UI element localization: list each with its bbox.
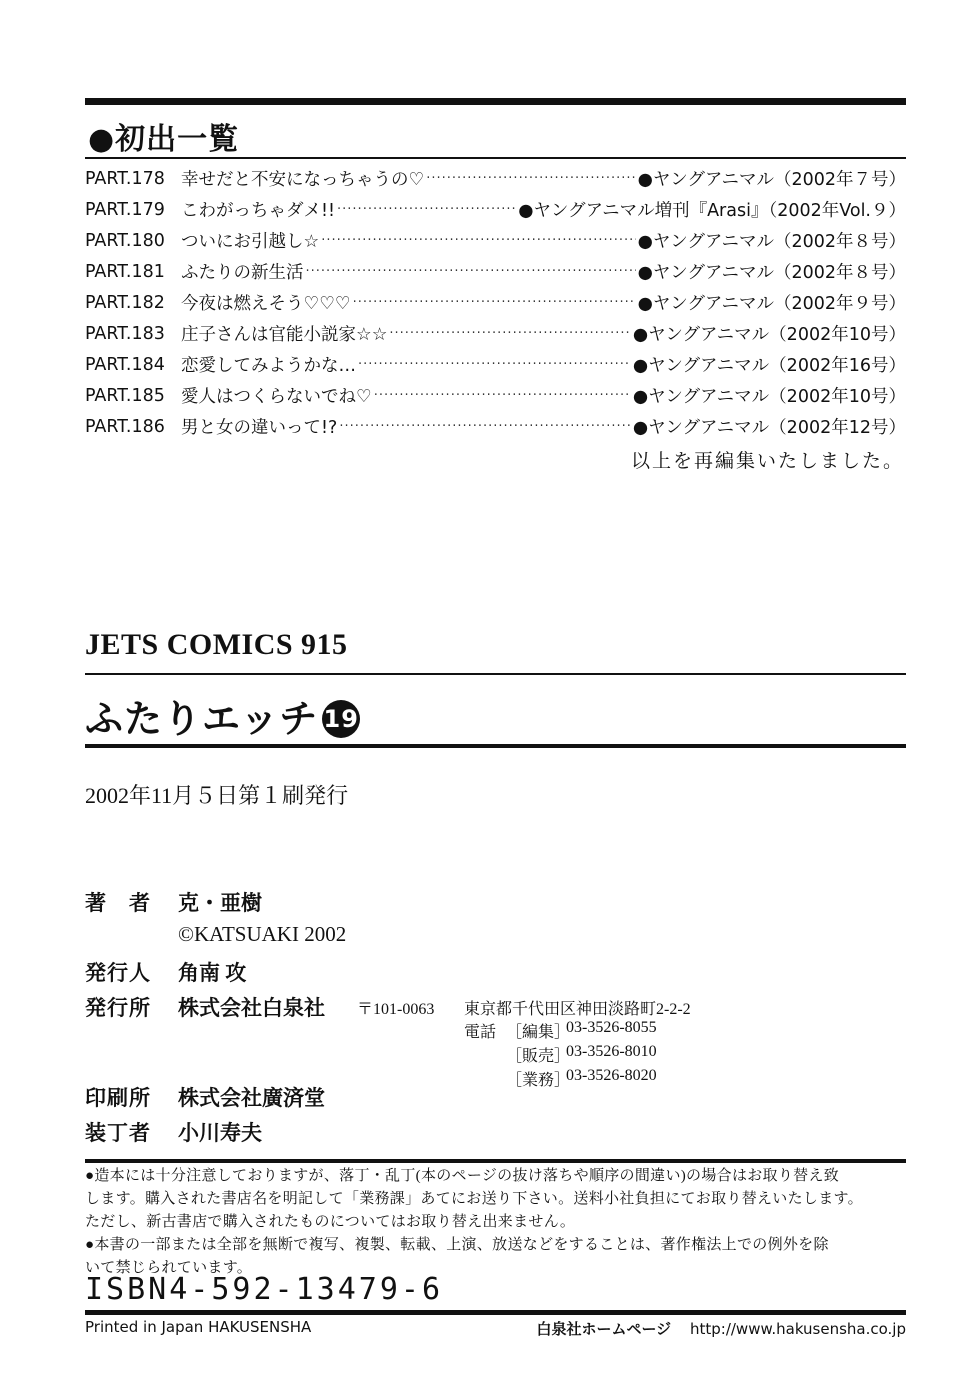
designer-name: 小川寿夫	[178, 1121, 262, 1145]
printer-name: 株式会社廣済堂	[178, 1086, 325, 1110]
toc-part-number: PART.181	[85, 261, 165, 282]
phone-dept: ［業務］	[506, 1072, 571, 1089]
toc-part-number: PART.183	[85, 323, 165, 344]
reedit-note: 以上を再編集いたしました。	[630, 450, 904, 472]
postal-code: 〒101-0063	[357, 1001, 435, 1018]
series-name: JETS COMICS 915	[85, 628, 348, 661]
printed-in: Printed in Japan HAKUSENSHA	[85, 1318, 312, 1336]
toc-chapter-title: ついにお引越し☆	[181, 232, 320, 252]
homepage-url[interactable]: http://www.hakusensha.co.jp	[689, 1320, 906, 1338]
publisher-person-label: 発行人	[85, 961, 151, 985]
toc-row	[85, 225, 906, 256]
toc-part-number: PART.186	[85, 416, 165, 437]
book-title-block	[85, 688, 360, 743]
toc-source: ●ヤングアニマル（2002年８号）	[637, 232, 906, 252]
publisher-name: 株式会社白泉社	[178, 996, 325, 1020]
toc-title: ●初出一覧	[88, 122, 240, 157]
toc-leader-dots	[339, 419, 631, 434]
notice-rule-top	[85, 1159, 906, 1163]
toc-row	[85, 349, 906, 380]
isbn: ISBN4-592-13479-6	[85, 1272, 444, 1307]
series-rule	[85, 673, 906, 675]
phone-dept: ［編集］	[506, 1024, 571, 1041]
notice-line: ●本書の一部または全部を無断で複写、複製、転載、上演、放送などをすることは、著作権法上での例外を除	[85, 1237, 829, 1253]
toc-part-number: PART.180	[85, 230, 165, 251]
toc-chapter-title: ふたりの新生活	[181, 263, 304, 283]
toc-source: ●ヤングアニマル（2002年16号）	[632, 356, 906, 376]
toc-source: ●ヤングアニマル（2002年７号）	[637, 170, 906, 190]
toc-row	[85, 380, 906, 411]
toc-title-rule	[85, 157, 906, 159]
footer-rule	[85, 1310, 906, 1315]
volume-badge: 19	[322, 700, 360, 738]
toc-part-number: PART.185	[85, 385, 165, 406]
toc-part-number: PART.182	[85, 292, 165, 313]
toc-leader-dots	[321, 233, 635, 248]
toc-row	[85, 163, 906, 194]
toc-chapter-title: 恋愛してみようかな…	[181, 356, 356, 376]
homepage-label: 白泉社ホームページ	[536, 1320, 672, 1338]
toc-leader-dots	[337, 202, 516, 217]
phone-number: 03-3526-8010	[566, 1043, 657, 1060]
toc-part-number: PART.184	[85, 354, 165, 375]
phone-label: 電話	[464, 1024, 497, 1041]
toc-row	[85, 287, 906, 318]
toc-source: ●ヤングアニマル（2002年12号）	[632, 418, 906, 438]
toc-row	[85, 411, 906, 442]
toc-chapter-title: こわがっちゃダメ!!	[181, 201, 336, 221]
phone-dept: ［販売］	[506, 1048, 571, 1065]
publisher-person: 角南 攻	[178, 961, 247, 985]
book-title: ふたりエッチ	[85, 697, 319, 741]
toc-chapter-title: 幸せだと不安になっちゃうの♡	[181, 170, 425, 190]
toc-chapter-title: 愛人はつくらないでね♡	[181, 387, 372, 407]
toc-leader-dots	[306, 264, 636, 279]
toc-leader-dots	[358, 357, 631, 372]
homepage	[536, 1318, 906, 1339]
phone-number: 03-3526-8020	[566, 1067, 657, 1084]
toc-source: ●ヤングアニマル（2002年10号）	[632, 387, 906, 407]
top-rule-thick	[85, 98, 906, 105]
notice-line: します。購入された書店名を明記して「業務課」あてにお送り下さい。送料小社負担にてお取り替えいたします。	[85, 1191, 863, 1207]
toc-chapter-title: 今夜は燃えそう♡♡♡	[181, 294, 351, 314]
phone-number: 03-3526-8055	[566, 1019, 657, 1036]
printer-label: 印刷所	[85, 1086, 151, 1110]
book-title-rule	[85, 744, 906, 748]
toc-part-number: PART.179	[85, 199, 165, 220]
issue-date: 2002年11月５日第１刷発行	[85, 783, 349, 808]
notice-line: ●造本には十分注意しておりますが、落丁・乱丁(本のページの抜け落ちや順序の間違い)の場合はお取り替え致	[85, 1168, 840, 1184]
toc-row	[85, 318, 906, 349]
toc-source: ●ヤングアニマル（2002年10号）	[632, 325, 906, 345]
toc-leader-dots	[426, 171, 635, 186]
toc-row	[85, 256, 906, 287]
notice-line: ただし、新古書店で購入されたものについてはお取り替え出来ません。	[85, 1214, 576, 1230]
toc-leader-dots	[389, 326, 630, 341]
author-name: 克・亜樹	[178, 891, 262, 915]
toc-source: ●ヤングアニマル増刊『Arasi』（2002年Vol.９）	[518, 201, 906, 221]
toc-chapter-title: 庄子さんは官能小説家☆☆	[181, 325, 388, 345]
notice-line: いて禁じられています。	[85, 1260, 253, 1276]
toc-leader-dots	[374, 388, 631, 403]
designer-label: 装丁者	[85, 1121, 151, 1145]
toc-source: ●ヤングアニマル（2002年９号）	[637, 294, 906, 314]
toc-source: ●ヤングアニマル（2002年８号）	[637, 263, 906, 283]
toc-leader-dots	[353, 295, 636, 310]
address: 東京都千代田区神田淡路町2-2-2	[464, 1001, 691, 1018]
copyright: ©KATSUAKI 2002	[178, 922, 347, 946]
toc-part-number: PART.178	[85, 168, 165, 189]
toc-list	[85, 163, 906, 442]
publisher-label: 発行所	[85, 996, 151, 1020]
author-label: 著 者	[85, 891, 151, 915]
toc-row	[85, 194, 906, 225]
notice	[85, 1165, 910, 1280]
toc-chapter-title: 男と女の違いって!?	[181, 418, 338, 438]
